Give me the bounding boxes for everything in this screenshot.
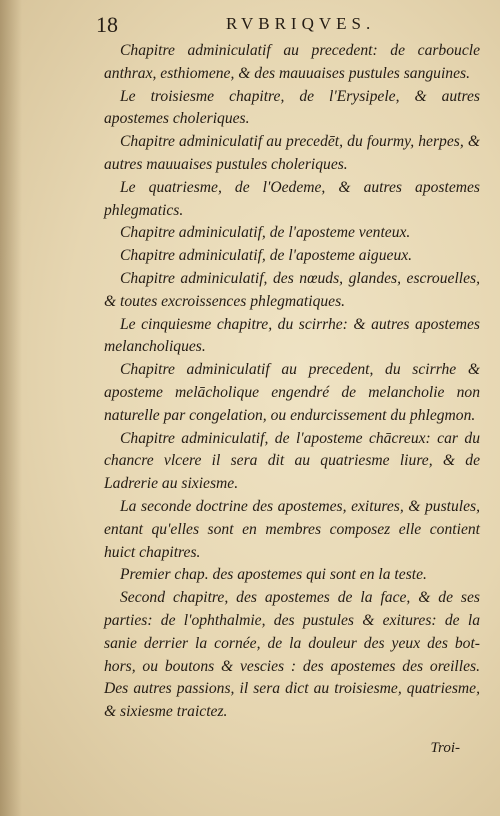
paragraph: Second chapitre, des apostemes de la face, & de ses parties: de l'ophthalmie, des pustules & exitures: de la sanie derrier la cornée, de la douleur des yeux des bot-hors, ou boutons & vescies : des apostemes des oreilles. Des autres passions, il sera dict au troisiesme, quatriesme, & sixiesme traictez. xyxy=(104,589,480,721)
paragraph: Chapitre adminiculatif au precedent, du scirrhe & aposteme melācholique engendré de melancholie non naturelle par congelation, ou endurcissement du phlegmon. xyxy=(104,361,480,424)
page-header xyxy=(96,10,480,38)
binding-shadow xyxy=(0,0,22,816)
page-number: 18 xyxy=(96,12,118,37)
paragraph: Chapitre adminiculatif, de l'aposteme aigueux. xyxy=(120,247,413,265)
paragraph: Chapitre adminiculatif, de l'aposteme venteux. xyxy=(120,224,411,242)
paragraph: Le cinquiesme chapitre, du scirrhe: & autres apostemes melancholiques. xyxy=(104,315,480,356)
paragraph: Le quatriesme, de l'Oedeme, & autres apostemes phlegmatics. xyxy=(104,178,480,219)
body-text xyxy=(104,40,480,724)
paragraph: Premier chap. des apostemes qui sont en la teste. xyxy=(120,566,427,584)
paragraph: Chapitre adminiculatif au precedēt, du fourmy, herpes, & autres mauuaises pustules choleriques. xyxy=(104,133,480,173)
paragraph: Chapitre adminiculatif au precedent: de carboucle anthrax, esthiomene, & des mauuaises pustules sanguines. xyxy=(104,42,480,82)
catchword: Troi- xyxy=(430,740,460,756)
paragraph: La seconde doctrine des apostemes, exitures, & pustules, entant qu'elles sont en membres composez elle contient huict chapitres. xyxy=(104,497,480,561)
running-title: RVBRIQVES. xyxy=(226,14,376,33)
paragraph: Le troisiesme chapitre, de l'Erysipele, & autres apostemes choleriques. xyxy=(104,87,480,128)
paragraph: Chapitre adminiculatif, des nœuds, glandes, escrouelles, & toutes excroissences phlegmatiques. xyxy=(104,269,480,310)
paragraph: Chapitre adminiculatif, de l'aposteme chācreux: car du chancre vlcere il sera dit au quatriesme liure, & de Ladrerie au sixiesme. xyxy=(104,429,480,493)
